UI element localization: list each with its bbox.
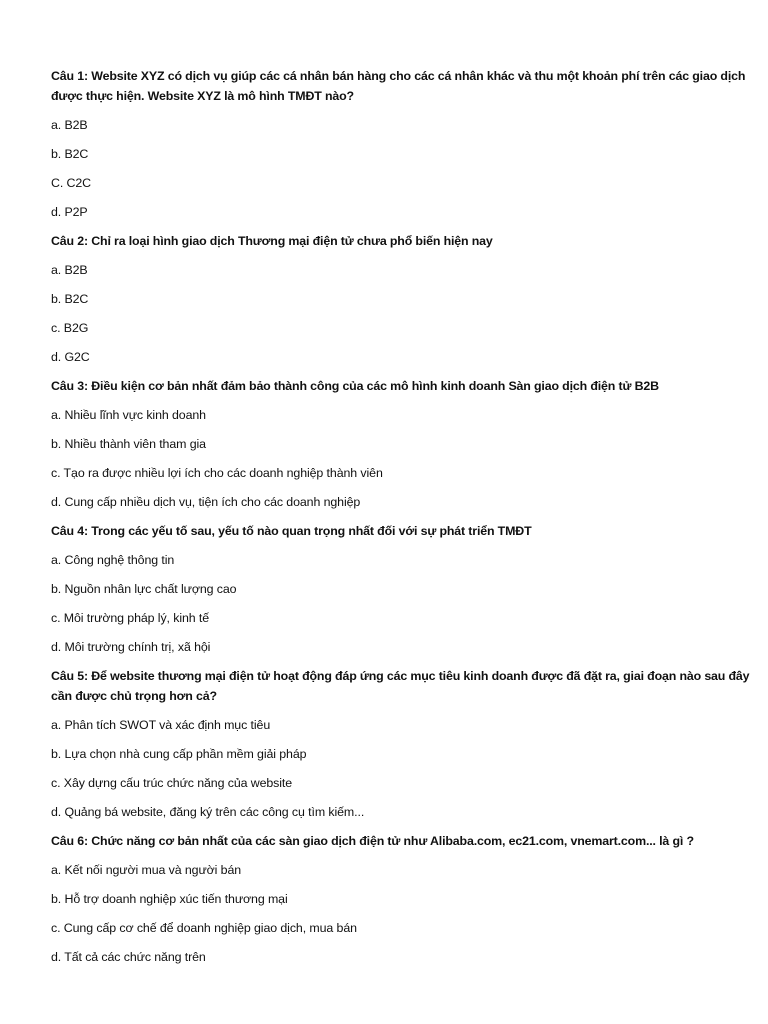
- question-3: Câu 3: Điều kiện cơ bản nhất đảm bảo thành công của các mô hình kinh doanh Sàn giao dịch điện tử B2B: [51, 379, 659, 393]
- question-6-option-c: c. Cung cấp cơ chế để doanh nghiệp giao dịch, mua bán: [51, 921, 357, 935]
- question-1-option-c: C. C2C: [51, 176, 92, 190]
- question-6-option-b: b. Hỗ trợ doanh nghiệp xúc tiến thương mại: [51, 892, 288, 906]
- question-2-option-a: a. B2B: [51, 263, 88, 277]
- question-5-option-b: b. Lựa chọn nhà cung cấp phần mềm giải pháp: [51, 747, 307, 761]
- question-3-option-d: d. Cung cấp nhiều dịch vụ, tiện ích cho các doanh nghiệp: [51, 495, 361, 509]
- question-5-option-c: c. Xây dựng cấu trúc chức năng của website: [51, 776, 293, 790]
- question-2-option-d: d. G2C: [51, 350, 90, 364]
- question-1-option-b: b. B2C: [51, 147, 89, 161]
- question-5: Câu 5: Để website thương mại điện tử hoạt động đáp ứng các mục tiêu kinh doanh được đã đặt ra, giai đoạn nào sau đây cần được chủ trọng hơn cả?: [51, 669, 750, 703]
- question-4-option-b: b. Nguồn nhân lực chất lượng cao: [51, 582, 237, 596]
- question-4: Câu 4: Trong các yếu tố sau, yếu tố nào quan trọng nhất đối với sự phát triển TMĐT: [51, 524, 532, 538]
- question-4-option-c: c. Môi trường pháp lý, kinh tế: [51, 611, 210, 625]
- question-1-option-d: d. P2P: [51, 205, 88, 219]
- question-6: Câu 6: Chức năng cơ bản nhất của các sàn giao dịch điện tử như Alibaba.com, ec21.com, vnemart.com... là gì ?: [51, 834, 694, 848]
- question-2-option-b: b. B2C: [51, 292, 89, 306]
- question-6-option-a: a. Kết nối người mua và người bán: [51, 863, 242, 877]
- question-2-option-c: c. B2G: [51, 321, 89, 335]
- question-6-option-d: d. Tất cả các chức năng trên: [51, 950, 206, 964]
- question-1: Câu 1: Website XYZ có dịch vụ giúp các cá nhân bán hàng cho các cá nhân khác và thu một khoản phí trên các giao dịch được thực hiện. Website XYZ là mô hình TMĐT nào?: [51, 69, 746, 103]
- question-3-option-a: a. Nhiều lĩnh vực kinh doanh: [51, 408, 206, 422]
- question-3-option-c: c. Tạo ra được nhiều lợi ích cho các doanh nghiệp thành viên: [51, 466, 383, 480]
- question-5-option-a: a. Phân tích SWOT và xác định mục tiêu: [51, 718, 271, 732]
- question-2: Câu 2: Chỉ ra loại hình giao dịch Thương mại điện tử chưa phổ biến hiện nay: [51, 234, 493, 248]
- quiz-document: [51, 66, 763, 976]
- question-5-option-d: d. Quảng bá website, đăng ký trên các công cụ tìm kiếm...: [51, 805, 365, 819]
- question-4-option-d: d. Môi trường chính trị, xã hội: [51, 640, 211, 654]
- question-3-option-b: b. Nhiều thành viên tham gia: [51, 437, 206, 451]
- question-1-option-a: a. B2B: [51, 118, 88, 132]
- question-4-option-a: a. Công nghệ thông tin: [51, 553, 175, 567]
